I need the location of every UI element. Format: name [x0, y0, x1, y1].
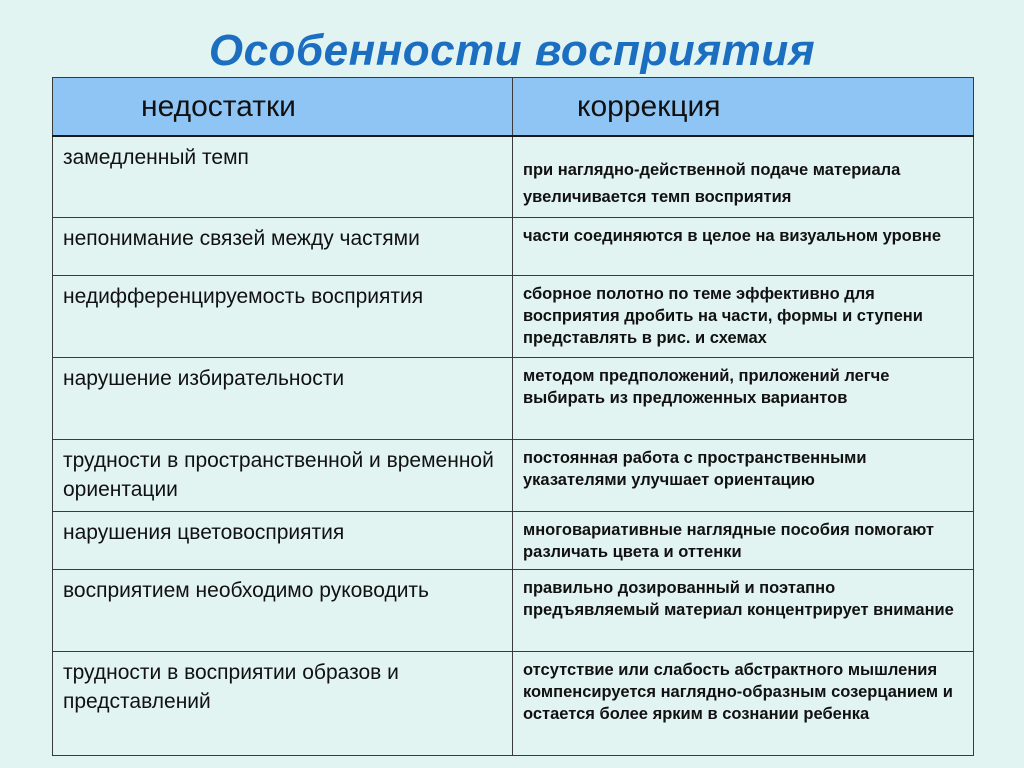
table-row — [53, 511, 974, 569]
column-header-deficiencies: недостатки — [53, 78, 513, 137]
deficiency-cell: недифференцируемость восприятия — [53, 275, 513, 357]
correction-cell: постоянная работа с пространственными указателями улучшает ориентацию — [513, 439, 974, 511]
table-row — [53, 569, 974, 651]
deficiency-cell: трудности в пространственной и временной ориентации — [53, 439, 513, 511]
table-row — [53, 217, 974, 275]
deficiency-cell: трудности в восприятии образов и представлений — [53, 651, 513, 755]
table-row — [53, 136, 974, 217]
deficiency-cell: непонимание связей между частями — [53, 217, 513, 275]
deficiency-cell: восприятием необходимо руководить — [53, 569, 513, 651]
perception-table — [52, 77, 974, 756]
table-row — [53, 439, 974, 511]
column-header-correction: коррекция — [513, 78, 974, 137]
correction-cell: отсутствие или слабость абстрактного мышления компенсируется наглядно-образным созерцанием и остается более ярким в сознании ребенка — [513, 651, 974, 755]
table-row — [53, 651, 974, 755]
correction-cell: методом предположений, приложений легче выбирать из предложенных вариантов — [513, 357, 974, 439]
page-title: Особенности восприятия — [208, 26, 816, 75]
correction-cell: многовариативные наглядные пособия помогают различать цвета и оттенки — [513, 511, 974, 569]
table-row — [53, 357, 974, 439]
deficiency-cell: замедленный темп — [53, 136, 513, 217]
correction-cell: части соединяются в целое на визуальном уровне — [513, 217, 974, 275]
table-header-row — [53, 78, 974, 137]
correction-cell: при наглядно-действенной подаче материала увеличивается темп восприятия — [513, 136, 974, 217]
deficiency-cell: нарушения цветовосприятия — [53, 511, 513, 569]
correction-cell: сборное полотно по теме эффективно для восприятия дробить на части, формы и ступени представлять в рис. и схемах — [513, 275, 974, 357]
correction-cell: правильно дозированный и поэтапно предъявляемый материал концентрирует внимание — [513, 569, 974, 651]
deficiency-cell: нарушение избирательности — [53, 357, 513, 439]
table-row — [53, 275, 974, 357]
